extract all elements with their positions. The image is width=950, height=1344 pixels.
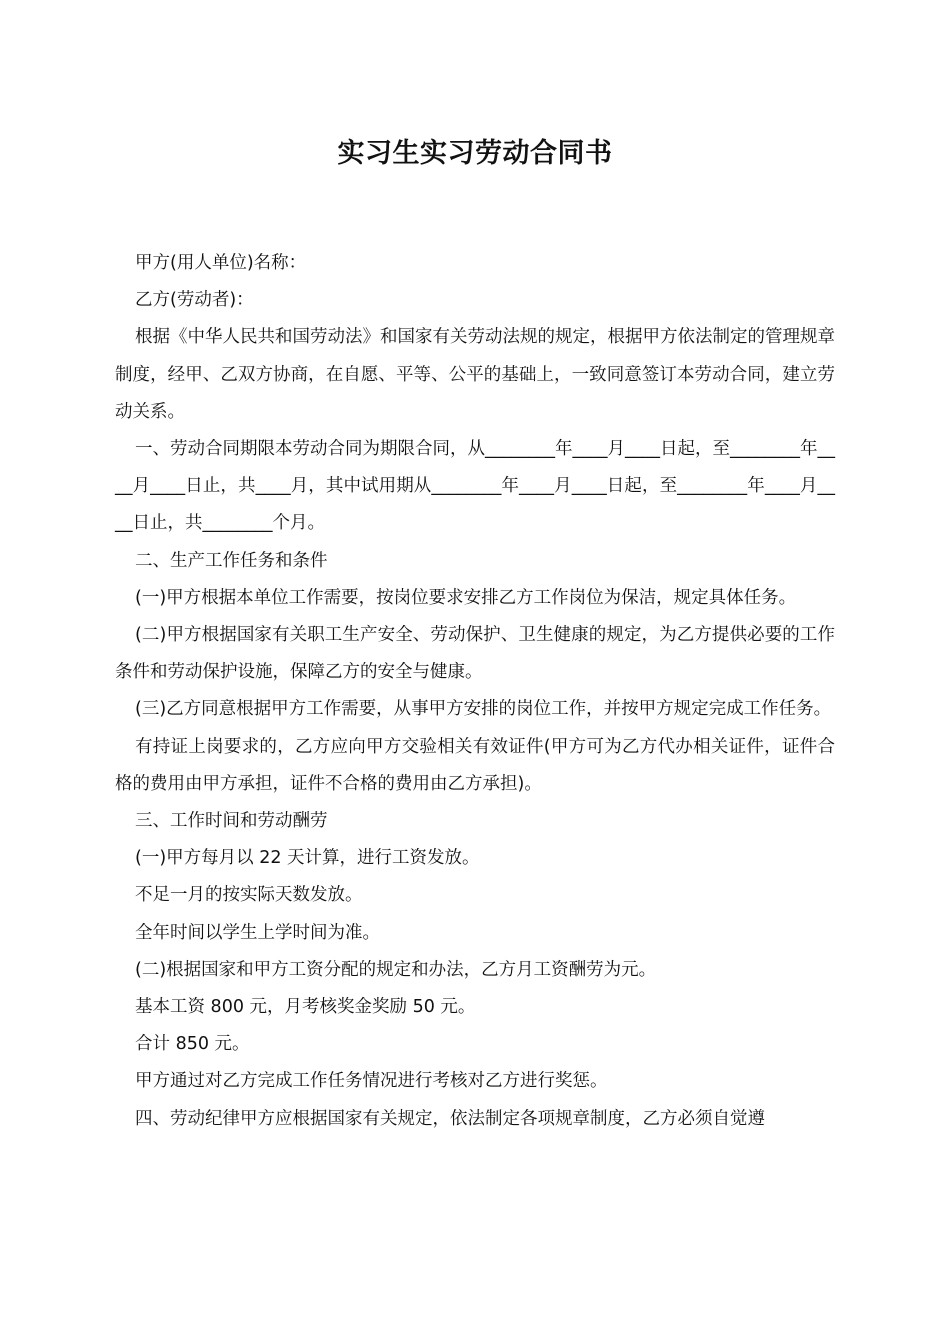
section-heading-work-tasks: 二、生产工作任务和条件 xyxy=(135,550,328,571)
section-heading-work-time-pay: 三、工作时间和劳动酬劳 xyxy=(135,811,328,832)
document-body xyxy=(115,245,835,1138)
paragraph-clause: 基本工资 800 元，月考核奖金奖励 50 元。 xyxy=(135,997,476,1018)
paragraph-clause: (一)甲方根据本单位工作需要，按岗位要求安排乙方工作岗位为保洁，规定具体任务。 xyxy=(135,587,797,608)
paragraph-clause: 全年时间以学生上学时间为准。 xyxy=(135,922,380,943)
paragraph-clause: 有持证上岗要求的，乙方应向甲方交验相关有效证件(甲方可为乙方代办相关证件，证件合格的费用由甲方承担，证件不合格的费用由乙方承担)。 xyxy=(115,736,835,794)
paragraph-clause: (三)乙方同意根据甲方工作需要，从事甲方安排的岗位工作，并按甲方规定完成工作任务。 xyxy=(135,699,832,720)
paragraph-clause: (二)根据国家和甲方工资分配的规定和办法，乙方月工资酬劳为元。 xyxy=(135,959,657,980)
document-title: 实习生实习劳动合同书 xyxy=(337,138,613,169)
paragraph-clause: (一)甲方每月以 22 天计算，进行工资发放。 xyxy=(135,848,480,869)
paragraph-party-a: 甲方(用人单位)名称： xyxy=(135,253,307,273)
paragraph-clause: (二)甲方根据国家有关职工生产安全、劳动保护、卫生健康的规定，为乙方提供必要的工作条件和劳动保护设施，保障乙方的安全与健康。 xyxy=(115,625,835,683)
paragraph-clause: 合计 850 元。 xyxy=(135,1034,250,1055)
paragraph-clause: 甲方通过对乙方完成工作任务情况进行考核对乙方进行奖惩。 xyxy=(135,1071,608,1092)
paragraph-contract-term: 一、劳动合同期限本劳动合同为期限合同，从________年____月____日起，至________年____月____日止，共____月，其中试用期从________年____月____日起，至________年____月____日止，共________个月。 xyxy=(115,439,835,534)
paragraph-clause: 不足一月的按实际天数发放。 xyxy=(135,885,363,906)
paragraph-party-b: 乙方(劳动者)： xyxy=(135,290,254,311)
section-heading-labor-discipline: 四、劳动纪律甲方应根据国家有关规定，依法制定各项规章制度，乙方必须自觉遵 xyxy=(135,1108,765,1129)
paragraph-preamble: 根据《中华人民共和国劳动法》和国家有关劳动法规的规定，根据甲方依法制定的管理规章制度，经甲、乙双方协商，在自愿、平等、公平的基础上，一致同意签订本劳动合同，建立劳动关系。 xyxy=(115,327,835,422)
